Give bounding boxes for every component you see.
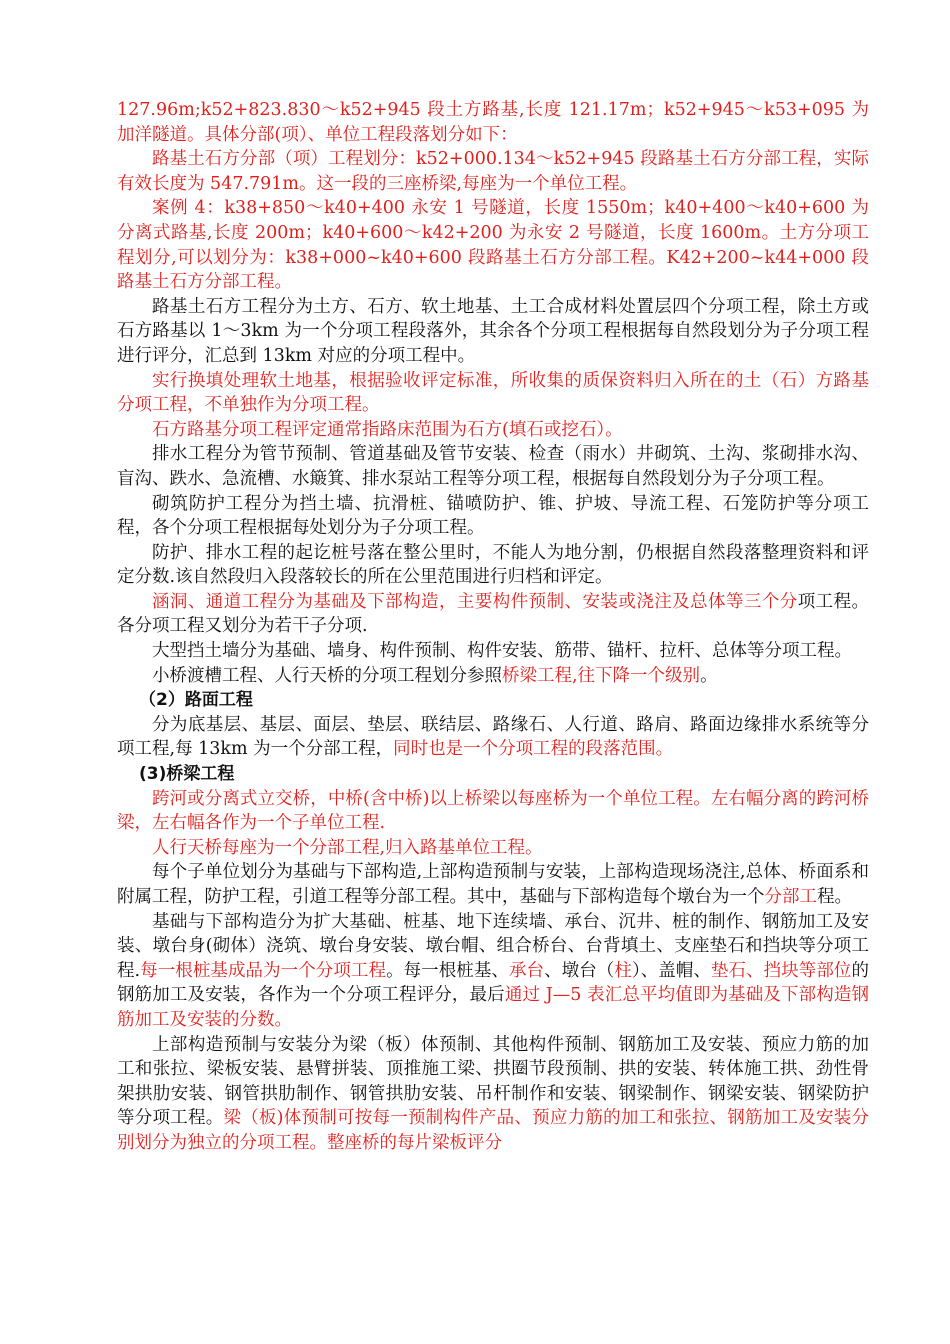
paragraph <box>117 147 869 196</box>
paragraph <box>117 664 869 689</box>
paragraph <box>117 369 869 418</box>
paragraph <box>117 1033 869 1156</box>
paragraph <box>117 787 869 836</box>
body-text: 、墩台（ <box>544 960 615 981</box>
paragraph <box>117 492 869 541</box>
highlighted-text: 同时也是一个分项工程的段落范围。 <box>393 739 674 760</box>
paragraph <box>117 860 869 909</box>
paragraph <box>117 836 869 861</box>
body-text: 的钢筋加工及安装，各作为一个分项工程评分，最后 <box>117 960 869 1006</box>
paragraph <box>117 98 869 147</box>
highlighted-text: 跨河或分离式立交桥，中桥(含中桥)以上桥梁以每座桥为一个单位工程。左右幅分离的跨河桥梁，左右幅各作为一个子单位工程. <box>117 788 869 834</box>
highlighted-text: 分部工 <box>764 887 817 907</box>
highlighted-text: 人行天桥每座为一个分部工程,归入路基单位工程。 <box>152 837 543 858</box>
highlighted-text: 路基土石方分部（项）工程划分：k52+000.134～k52+945 段路基土石方分部工程，实际有效长度为 547.791m。这一段的三座桥梁,每座为一个单位工程。 <box>117 149 869 194</box>
highlighted-text: 通过 J—5 表汇总平均值即为基础及下部构造钢筋加工及安装的分数。 <box>117 985 870 1030</box>
highlighted-text: 涵洞、通道工程分为基础及下部构造，主要构件预制、安装或浇注及总体等三个分 <box>152 591 798 612</box>
body-text: 项工程。各分项工程又划分为若干子分项. <box>117 591 870 637</box>
highlighted-text: 127.96m;k52+823.830～k52+945 段土方路基,长度 121.17m；k52+945～k53+095 为加洋隧道。具体分部(项）、单位工程段落划分如下： <box>117 100 869 145</box>
body-text: 。 <box>700 665 718 686</box>
section-heading <box>117 688 869 713</box>
paragraph <box>117 639 869 664</box>
paragraph <box>117 196 869 294</box>
highlighted-text: 垫石、挡块等部位 <box>711 960 852 981</box>
paragraph <box>117 541 869 590</box>
body-text: 分为底基层、基层、面层、垫层、联结层、路缘石、人行道、路肩、路面边缘排水系统等分项工程,每 13km 为一个分部工程， <box>117 714 869 760</box>
body-text: （2）路面工程 <box>139 690 253 711</box>
paragraph <box>117 590 869 639</box>
body-text: 程。 <box>817 887 852 907</box>
body-text: 基础与下部构造分为扩大基础、桩基、地下连续墙、承台、沉井、桩的制作、钢筋加工及安装、墩台身(砌体）浇筑、墩台身安装、墩台帽、组合桥台、台背填土、支座垫石和挡块等分项工程. <box>117 911 869 981</box>
body-text: 每个子单位划分为基础与下部构造,上部构造预制与安装，上部构造现场浇注,总体、桥面系和附属工程，防护工程，引道工程等分部工程。其中，基础与下部构造每个墩台为一个 <box>117 862 869 907</box>
body-text: 路基土石方工程分为土方、石方、软土地基、土工合成材料处置层四个分项工程，除土方或石方路基以 1～3km 为一个分项工程段落外，其余各个分项工程根据每自然段划分为子分项工程进行评分，汇总到 13km 对应的分项工程中。 <box>117 296 869 366</box>
body-text: (3)桥梁工程 <box>139 764 235 785</box>
paragraph <box>117 418 869 443</box>
body-text: 。每一根桩基、 <box>386 960 509 981</box>
highlighted-text: 案例 4：k38+850～k40+400 永安 1 号隧道，长度 1550m；k40+400～k40+600 为分离式路基,长度 200m；k40+600～k42+200 为永安 2 号隧道，长度 1600m。土方分项工程划分,可以划分为：k38+000~k40+600 段路基土石方分部工程。K42+200~k44+000 段路基土石方分部工程。 <box>117 198 869 293</box>
body-text: 小桥渡槽工程、人行天桥的分项工程划分参照 <box>152 665 502 686</box>
highlighted-text: 柱 <box>614 960 632 981</box>
section-heading <box>117 762 869 787</box>
paragraph <box>117 713 869 762</box>
body-text: 排水工程分为管节预制、管道基础及管节安装、检查（雨水）井砌筑、土沟、浆砌排水沟、盲沟、跌水、急流槽、水簸箕、排水泵站工程等分项工程，根据每自然段划分为子分项工程。 <box>117 444 869 489</box>
highlighted-text: 桥梁工程,往下降一个级别 <box>502 665 701 686</box>
highlighted-text: 石方路基分项工程评定通常指路床范围为石方(填石或挖石）。 <box>152 419 623 440</box>
highlighted-text: 梁（板)体预制可按每一预制构件产品、预应力筋的加工和张拉、钢筋加工及安装分别划分为独立的分项工程。整座桥的每片梁板评分 <box>117 1108 869 1153</box>
highlighted-text: 承台 <box>509 960 545 981</box>
highlighted-text: 实行换填处理软土地基，根据验收评定标准，所收集的质保资料归入所在的土（石）方路基分项工程，不单独作为分项工程。 <box>117 370 869 416</box>
document-page <box>117 98 869 1156</box>
body-text: 上部构造预制与安装分为梁（板）体预制、其他构件预制、钢筋加工及安装、预应力筋的加工和张拉、梁板安装、悬臂拼装、顶推施工梁、拱圈节段预制、拱的安装、转体施工拱、劲性骨架拱肋安装、钢管拱肋制作、钢管拱肋安装、吊杆制作和安装、钢梁制作、钢梁安装、钢梁防护等分项工程。 <box>117 1034 869 1129</box>
body-text: 大型挡土墙分为基础、墙身、构件预制、构件安装、筋带、锚杆、拉杆、总体等分项工程。 <box>152 641 852 662</box>
body-text: 防护、排水工程的起讫桩号落在整公里时，不能人为地分割，仍根据自然段落整理资料和评定分数.该自然段归入段落较长的所在公里范围进行归档和评定。 <box>117 542 869 588</box>
paragraph <box>117 295 869 369</box>
body-text: ）、盖帽、 <box>631 960 711 981</box>
paragraph <box>117 442 869 491</box>
body-text: 砌筑防护工程分为挡土墙、抗滑桩、锚喷防护、锥、护坡、导流工程、石笼防护等分项工程，各个分项工程根据每处划分为子分项工程。 <box>117 493 869 539</box>
paragraph <box>117 910 869 1033</box>
highlighted-text: 每一根桩基成品为一个分项工程 <box>140 960 387 981</box>
